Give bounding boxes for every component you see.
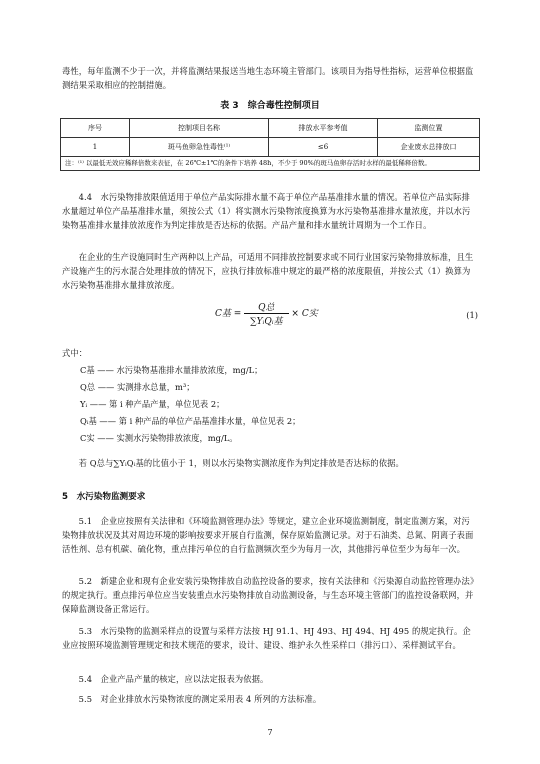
header-cell: 控制项目名称 — [130, 119, 269, 138]
formula-numerator: Q总 — [244, 300, 288, 314]
intro-paragraph: 毒性，每年监测不少于一次，并将监测结果报送当地生态环境主管部门。该项目为指导性指标，运营单位根据监测结果采取相应的控制措施。 — [62, 66, 474, 90]
definition-item: Q总 —— 实测排水总量，m³； — [80, 382, 195, 392]
formula-denominator: ∑YᵢQᵢ基 — [250, 317, 283, 327]
formula-fraction — [244, 300, 288, 327]
table-cell: 斑马鱼卵急性毒性⁽¹⁾ — [130, 138, 269, 157]
page-number: 7 — [267, 728, 273, 737]
table-header-row — [61, 119, 480, 138]
paragraph-5-5: 5.5 对企业排放水污染物浓度的测定采用表 4 所列的方法标准。 — [78, 694, 322, 704]
toxicity-table — [60, 118, 480, 171]
formula-lhs: C基 — [215, 309, 231, 319]
table-note: 注：⁽¹⁾ 以最低无效应稀释倍数来表征，在 26℃±1℃的条件下培养 48h，不少于 90%的斑马鱼卵存活时水样的最低稀释倍数。 — [61, 157, 480, 171]
table-cell: ≤6 — [269, 138, 378, 157]
definition-item: C基 —— 水污染物基准排水量排放浓度，mg/L； — [80, 365, 263, 375]
table-cell: 企业废水总排放口 — [378, 138, 480, 157]
table-row — [61, 138, 480, 157]
header-cell: 排放水平参考值 — [269, 119, 378, 138]
paragraph-5-2: 5.2 新建企业和现有企业安装污染物排放自动监控设备的要求，按有关法律和《污染源自动监控管理办法》的规定执行。重点排污单位应当安装重点水污染物排放自动监测设备，与生态环境主管部门的监控设备联网，并保障监测设备正常运行。 — [62, 576, 475, 614]
formula: C基 = $\frac{\text{Q总}}{\text{∑YᵢQᵢ基}}$ × C实 — [215, 300, 318, 327]
table-cell: 1 — [61, 138, 130, 157]
definition-item: Qᵢ基 —— 第 i 种产品的单位产品基准排水量，单位见表 2； — [80, 416, 301, 426]
table-caption: 表 3 综合毒性控制项目 — [220, 101, 320, 111]
formula-number: (1) — [466, 310, 478, 320]
paragraph-5-4: 5.4 企业产品产量的核定，应以法定报表为依据。 — [78, 674, 269, 684]
where-label: 式中： — [62, 348, 88, 358]
definitions-list — [80, 362, 300, 447]
definition-item: Yᵢ —— 第 i 种产品产量，单位见表 2； — [80, 399, 225, 409]
formula-rhs: × C实 — [291, 309, 318, 319]
header-cell: 监测位置 — [378, 119, 480, 138]
ratio-note: 若 Q总与∑YᵢQᵢ基的比值小于 1，则以水污染物实测浓度作为判定排放是否达标的依据。 — [78, 458, 404, 468]
definition-item: C实 —— 实测水污染物排放浓度，mg/L。 — [80, 433, 238, 443]
paragraph-mixed-products: 在企业的生产设施同时生产两种以上产品，可适用不同排放控制要求或不同行业国家污染物排放标准，且生产设施产生的污水混合处理排放的情况下，应执行排放标准中规定的最严格的浓度限值，并按公式（1）换算为水污染物基准排水量排放浓度。 — [62, 252, 474, 290]
paragraph-5-3: 5.3 水污染物的监测采样点的设置与采样方法按 HJ 91.1、HJ 493、HJ 494、HJ 495 的规定执行。企业应按照环境监测管理规定和技术规范的要求，设计、建设、维护永久性采样口（排污口）、采样测试平台。 — [62, 626, 471, 650]
paragraph-4-4: 4.4 水污染物排放限值适用于单位产品实际排水量不高于单位产品基准排水量的情况。若单位产品实际排水量超过单位产品基准排水量，须按公式（1）将实测水污染物浓度换算为水污染物基准排水量浓度，并以水污染物基准排水量排放浓度作为判定排放是否达标的依据。产品产量和排水量统计周期为一个工作日。 — [62, 192, 471, 230]
header-cell: 序号 — [61, 119, 130, 138]
table-note-row — [61, 157, 480, 171]
section-5-title: 5 水污染物监测要求 — [62, 492, 146, 502]
paragraph-5-1: 5.1 企业应按照有关法律和《环境监测管理办法》等规定，建立企业环境监测制度，制定监测方案，对污染物排放状况及其对周边环境的影响按要求开展自行监测，保存原始监测记录。对于石油类、总氮、阴离子表面活性剂、总有机碳、硫化物，重点排污单位的自行监测频次至少为每月一次，其他排污单位至少为每年一次。 — [62, 516, 474, 554]
